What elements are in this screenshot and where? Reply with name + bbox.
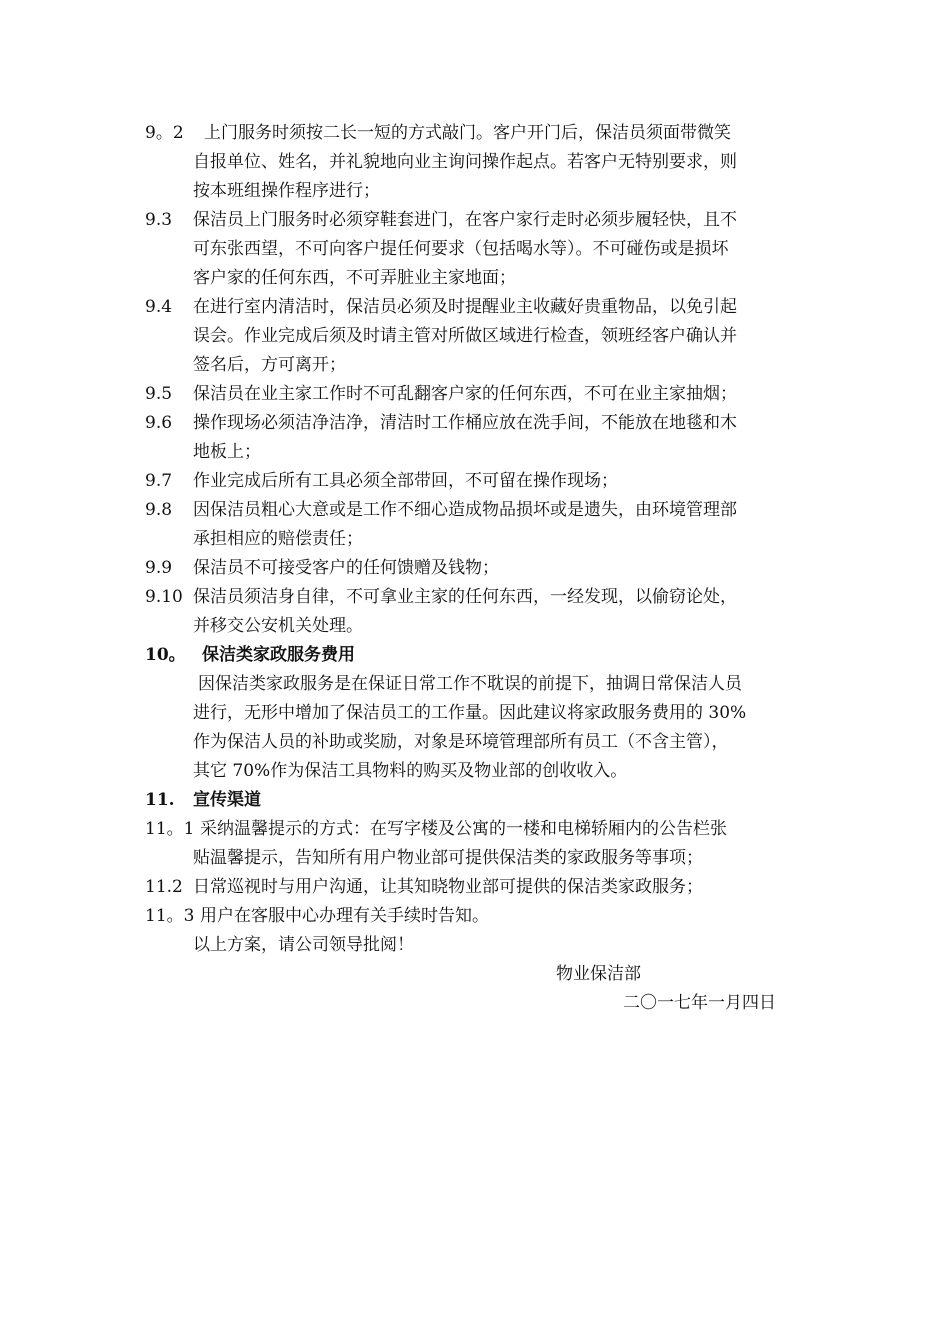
item-number: 11.2: [145, 877, 183, 897]
item-number: 9.4: [145, 297, 173, 317]
item-text-line: 在进行室内清洁时，保洁员必须及时提醒业主收藏好贵重物品，以免引起: [193, 297, 737, 317]
item-text-line: 按本班组操作程序进行；: [193, 181, 380, 201]
paragraph-line: 其它 70%作为保洁工具物料的购买及物业部的创收收入。: [193, 761, 628, 781]
item-number: 9。2: [145, 123, 184, 143]
closing-text: 以上方案，请公司领导批阅！: [193, 935, 414, 955]
item-text-line: 可东张西望，不可向客户提任何要求（包括喝水等）。不可碰伤或是损坏: [193, 239, 729, 259]
item-text-line: 签名后，方可离开；: [193, 355, 346, 375]
item-text-line: 地板上；: [193, 442, 261, 462]
item-text-line: 承担相应的赔偿责任；: [193, 529, 363, 549]
item-number: 9.6: [145, 413, 173, 433]
paragraph-line: 作为保洁人员的补助或奖励，对象是环境管理部所有员工（不含主管），: [193, 732, 729, 752]
item-number: 11。1: [145, 819, 195, 839]
item-text-line: 采纳温馨提示的方式：在写字楼及公寓的一楼和电梯轿厢内的公告栏张: [200, 819, 727, 839]
item-number: 9.3: [145, 210, 173, 230]
item-text-line: 保洁员在业主家工作时不可乱翻客户家的任何东西，不可在业主家抽烟；: [193, 384, 737, 404]
item-text-line: 误会。作业完成后须及时请主管对所做区域进行检查，领班经客户确认并: [193, 326, 737, 346]
item-text-line: 客户家的任何东西，不可弄脏业主家地面；: [193, 268, 516, 288]
section-title: 保洁类家政服务费用: [202, 645, 355, 665]
item-text-line: 贴温馨提示，告知所有用户物业部可提供保洁类的家政服务等事项；: [193, 848, 703, 868]
item-number: 9.8: [145, 500, 173, 520]
item-text-line: 自报单位、姓名，并礼貌地向业主询问操作起点。若客户无特别要求，则: [193, 152, 737, 172]
item-number: 9.5: [145, 384, 173, 404]
paragraph-line: 进行，无形中增加了保洁员工的工作量。因此建议将家政服务费用的 30%: [193, 703, 747, 723]
date: 二〇一七年一月四日: [623, 993, 776, 1013]
item-text-line: 用户在客服中心办理有关手续时告知。: [200, 906, 489, 926]
item-text-line: 上门服务时须按二长一短的方式敲门。客户开门后，保洁员须面带微笑: [204, 123, 731, 143]
item-number: 9.7: [145, 471, 173, 491]
item-text-line: 操作现场必须洁净洁净，清洁时工作桶应放在洗手间，不能放在地毯和木: [193, 413, 737, 433]
section-number: 11.: [145, 790, 175, 810]
item-text-line: 因保洁员粗心大意或是工作不细心造成物品损坏或是遗失，由环境管理部: [193, 500, 737, 520]
item-number: 9.9: [145, 558, 173, 578]
item-text-line: 并移交公安机关处理。: [193, 616, 363, 636]
item-text-line: 保洁员不可接受客户的任何馈赠及钱物；: [193, 558, 499, 578]
item-number: 11。3: [145, 906, 195, 926]
item-number: 9.10: [145, 587, 183, 607]
signature: 物业保洁部: [556, 964, 641, 984]
item-text-line: 保洁员上门服务时必须穿鞋套进门，在客户家行走时必须步履轻快，且不: [193, 210, 737, 230]
section-title: 宣传渠道: [193, 790, 261, 810]
item-text-line: 保洁员须洁身自律，不可拿业主家的任何东西，一经发现，以偷窃论处，: [193, 587, 737, 607]
paragraph-line: 因保洁类家政服务是在保证日常工作不耽误的前提下，抽调日常保洁人员: [198, 674, 742, 694]
item-text-line: 日常巡视时与用户沟通，让其知晓物业部可提供的保洁类家政服务；: [193, 877, 703, 897]
item-text-line: 作业完成后所有工具必须全部带回，不可留在操作现场；: [193, 471, 618, 491]
section-number: 10。: [145, 645, 186, 665]
